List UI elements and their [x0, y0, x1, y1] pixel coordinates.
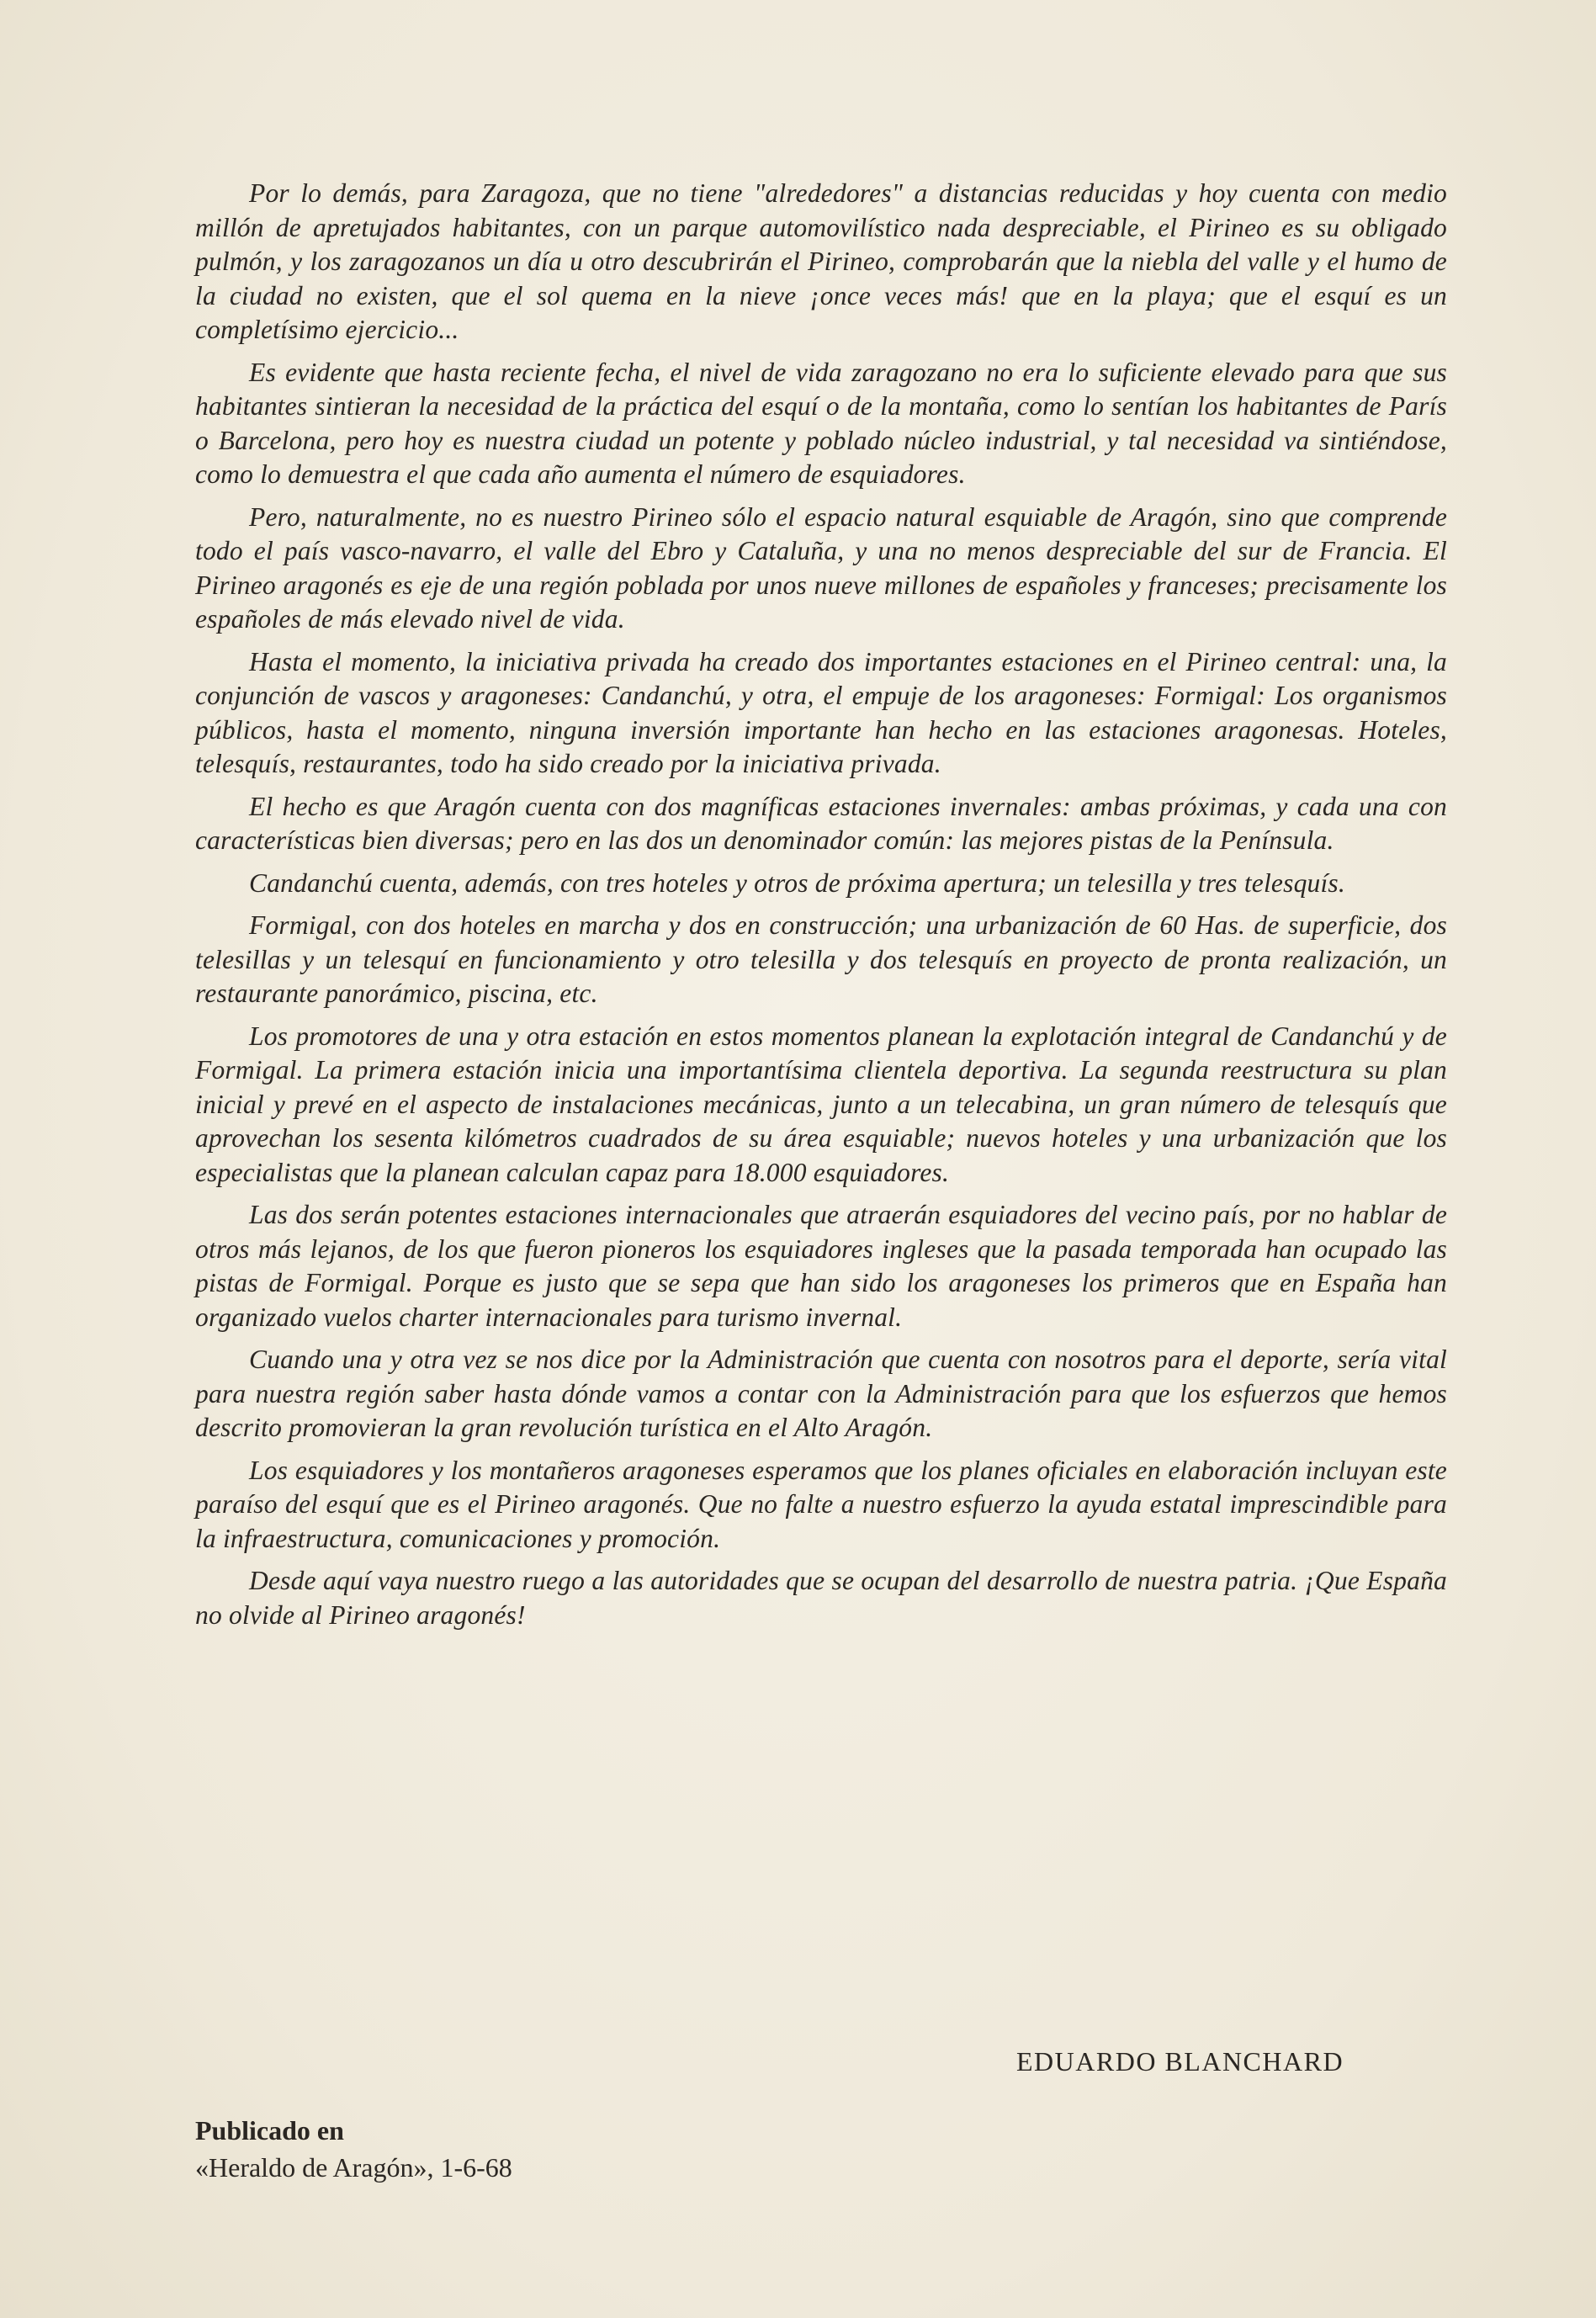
paragraph: Es evidente que hasta reciente fecha, el nivel de vida zaragozano no era lo suficiente elevado para que sus habitantes sintieran la necesidad de la práctica del esquí o de la montaña, como lo sentían los habitantes de París o Barcelona, pero hoy es nuestra ciudad un potente y poblado núcleo industrial, y tal necesidad va sintiéndose, como lo demuestra el que cada año aumenta el número de esquiadores. — [195, 357, 1447, 489]
paragraph: Los promotores de una y otra estación en estos momentos planean la explotación integral de Candanchú y de Formigal. La primera estación inicia una importantísima clientela deportiva. La segunda reestructura su plan inicial y prevé en el aspecto de instalaciones mecánicas, junto a un telecabina, un gran número de telesquís que aprovechan los sesenta kilómetros cuadrados de su área esquiable; nuevos hoteles y una urbanización que los especialistas que la planean calculan capaz para 18.000 esquiadores. — [195, 1021, 1447, 1187]
paragraph: Los esquiadores y los montañeros aragoneses esperamos que los planes oficiales en elaboración incluyan este paraíso del esquí que es el Pirineo aragonés. Que no falte a nuestro esfuerzo la ayuda estatal imprescindible para la infraestructura, comunicaciones y promoción. — [195, 1455, 1447, 1553]
publication-source: «Heraldo de Aragón», 1-6-68 — [195, 2152, 512, 2183]
paragraph: Las dos serán potentes estaciones internacionales que atraerán esquiadores del vecino país, por no hablar de otros más lejanos, de los que fueron pioneros los esquiadores ingleses que la pasada temporada han ocupado las pistas de Formigal. Porque es justo que se sepa que han sido los aragoneses los primeros que en España han organizado vuelos charter internacionales para turismo invernal. — [195, 1200, 1447, 1332]
author-signature: EDUARDO BLANCHARD — [1016, 2046, 1344, 2077]
publication-note — [195, 2112, 784, 2186]
article-body — [195, 177, 1447, 1641]
publication-label: Publicado en — [195, 2115, 344, 2146]
paragraph: Candanchú cuenta, además, con tres hoteles y otros de próxima apertura; un telesilla y tres telesquís. — [249, 867, 1345, 898]
paragraph: Formigal, con dos hoteles en marcha y dos en construcción; una urbanización de 60 Has. de superficie, dos telesillas y un telesquí en funcionamiento y otro telesilla y dos telesquís en proyecto de pronta realización, un restaurante panorámico, piscina, etc. — [195, 910, 1447, 1008]
paragraph: Hasta el momento, la iniciativa privada ha creado dos importantes estaciones en el Pirineo central: una, la conjunción de vascos y aragoneses: Candanchú, y otra, el empuje de los aragoneses: Formigal: Los organismos públicos, hasta el momento, ninguna inversión importante han hecho en las estaciones aragonesas. Hoteles, telesquís, restaurantes, todo ha sido creado por la iniciativa privada. — [195, 646, 1447, 778]
paragraph: Desde aquí vaya nuestro ruego a las autoridades que se ocupan del desarrollo de nuestra patria. ¡Que España no olvide al Pirineo aragonés! — [195, 1566, 1447, 1630]
paragraph: Por lo demás, para Zaragoza, que no tiene "alrededores" a distancias reducidas y hoy cuenta con medio millón de apretujados habitantes, con un parque automovilístico nada despreciable, el Pirineo es su obligado pulmón, y los zaragozanos un día u otro descubrirán el Pirineo, comprobarán que la niebla del valle y el humo de la ciudad no existen, que el sol quema en la nieve ¡once veces más! que en la playa; que el esquí es un completísimo ejercicio... — [195, 178, 1447, 344]
paragraph: Pero, naturalmente, no es nuestro Pirineo sólo el espacio natural esquiable de Aragón, sino que comprende todo el país vasco-navarro, el valle del Ebro y Cataluña, y una no menos despreciable del sur de Francia. El Pirineo aragonés es eje de una región poblada por unos nueve millones de españoles y franceses; precisamente los españoles de más elevado nivel de vida. — [195, 501, 1447, 634]
paragraph: El hecho es que Aragón cuenta con dos magníficas estaciones invernales: ambas próximas, y cada una con características bien diversas; pero en las dos un denominador común: las mejores pistas de la Península. — [195, 791, 1447, 855]
paragraph: Cuando una y otra vez se nos dice por la Administración que cuenta con nosotros para el deporte, sería vital para nuestra región saber hasta dónde vamos a contar con la Administración para que los esfuerzos que hemos descrito promovieran la gran revolución turística en el Alto Aragón. — [195, 1345, 1447, 1442]
